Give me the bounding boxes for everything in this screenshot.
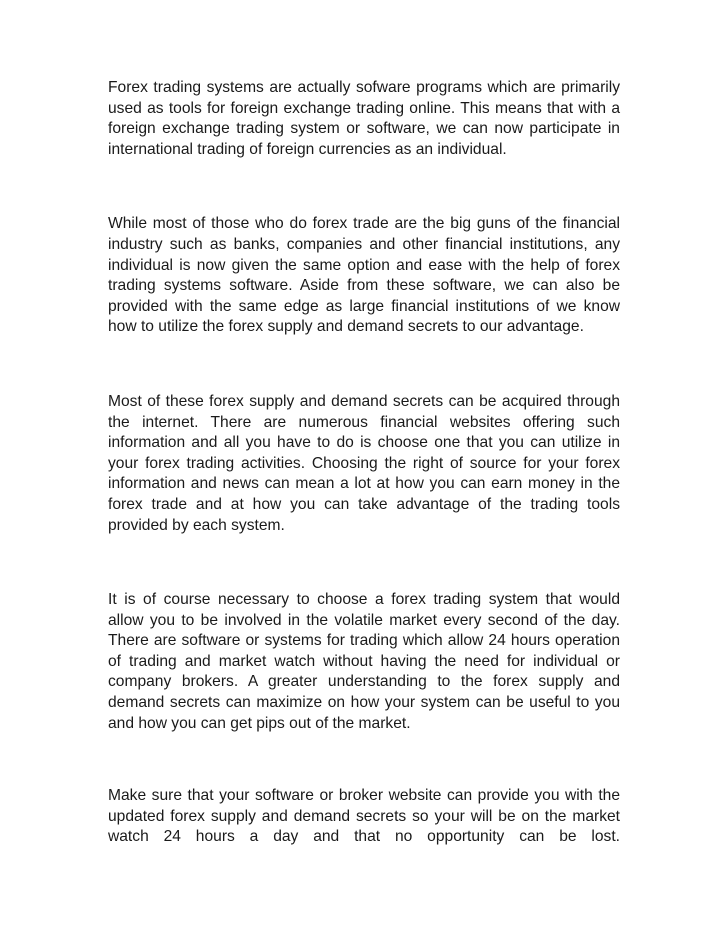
paragraph-4: It is of course necessary to choose a forex trading system that would allow you to be involved in the volatile market every second of the day. There are software or systems for trading which allow 24 hours operation of trading and market watch without having the need for individual or company brokers. A greater understanding to the forex supply and demand secrets can maximize on how your system can be useful to you and how you can get pips out of the market.	[108, 591, 620, 732]
paragraph-2: While most of those who do forex trade are the big guns of the financial industry such as banks, companies and other financial institutions, any individual is now given the same option and ease with the help of forex trading systems software. Aside from these software, we can also be provided with the same edge as large financial institutions of we know how to utilize the forex supply and demand secrets to our advantage.	[108, 215, 620, 336]
paragraph-3: Most of these forex supply and demand secrets can be acquired through the internet. There are numerous financial websites offering such information and all you have to do is choose one that you can utilize in your forex trading activities. Choosing the right of source for your forex information and news can mean a lot at how you can earn money in the forex trade and at how you can take advantage of the trading tools provided by each system.	[108, 392, 620, 534]
document-page	[108, 78, 620, 848]
paragraph-1: Forex trading systems are actually sofware programs which are primarily used as tools for foreign exchange trading online. This means that with a foreign exchange trading system or software, we can now participate in international trading of foreign currencies as an individual.	[108, 79, 620, 158]
paragraph-5: Make sure that your software or broker website can provide you with the updated forex supply and demand secrets so your will be on the market watch 24 hours a day and that no opportunity can be lost.	[108, 787, 620, 846]
